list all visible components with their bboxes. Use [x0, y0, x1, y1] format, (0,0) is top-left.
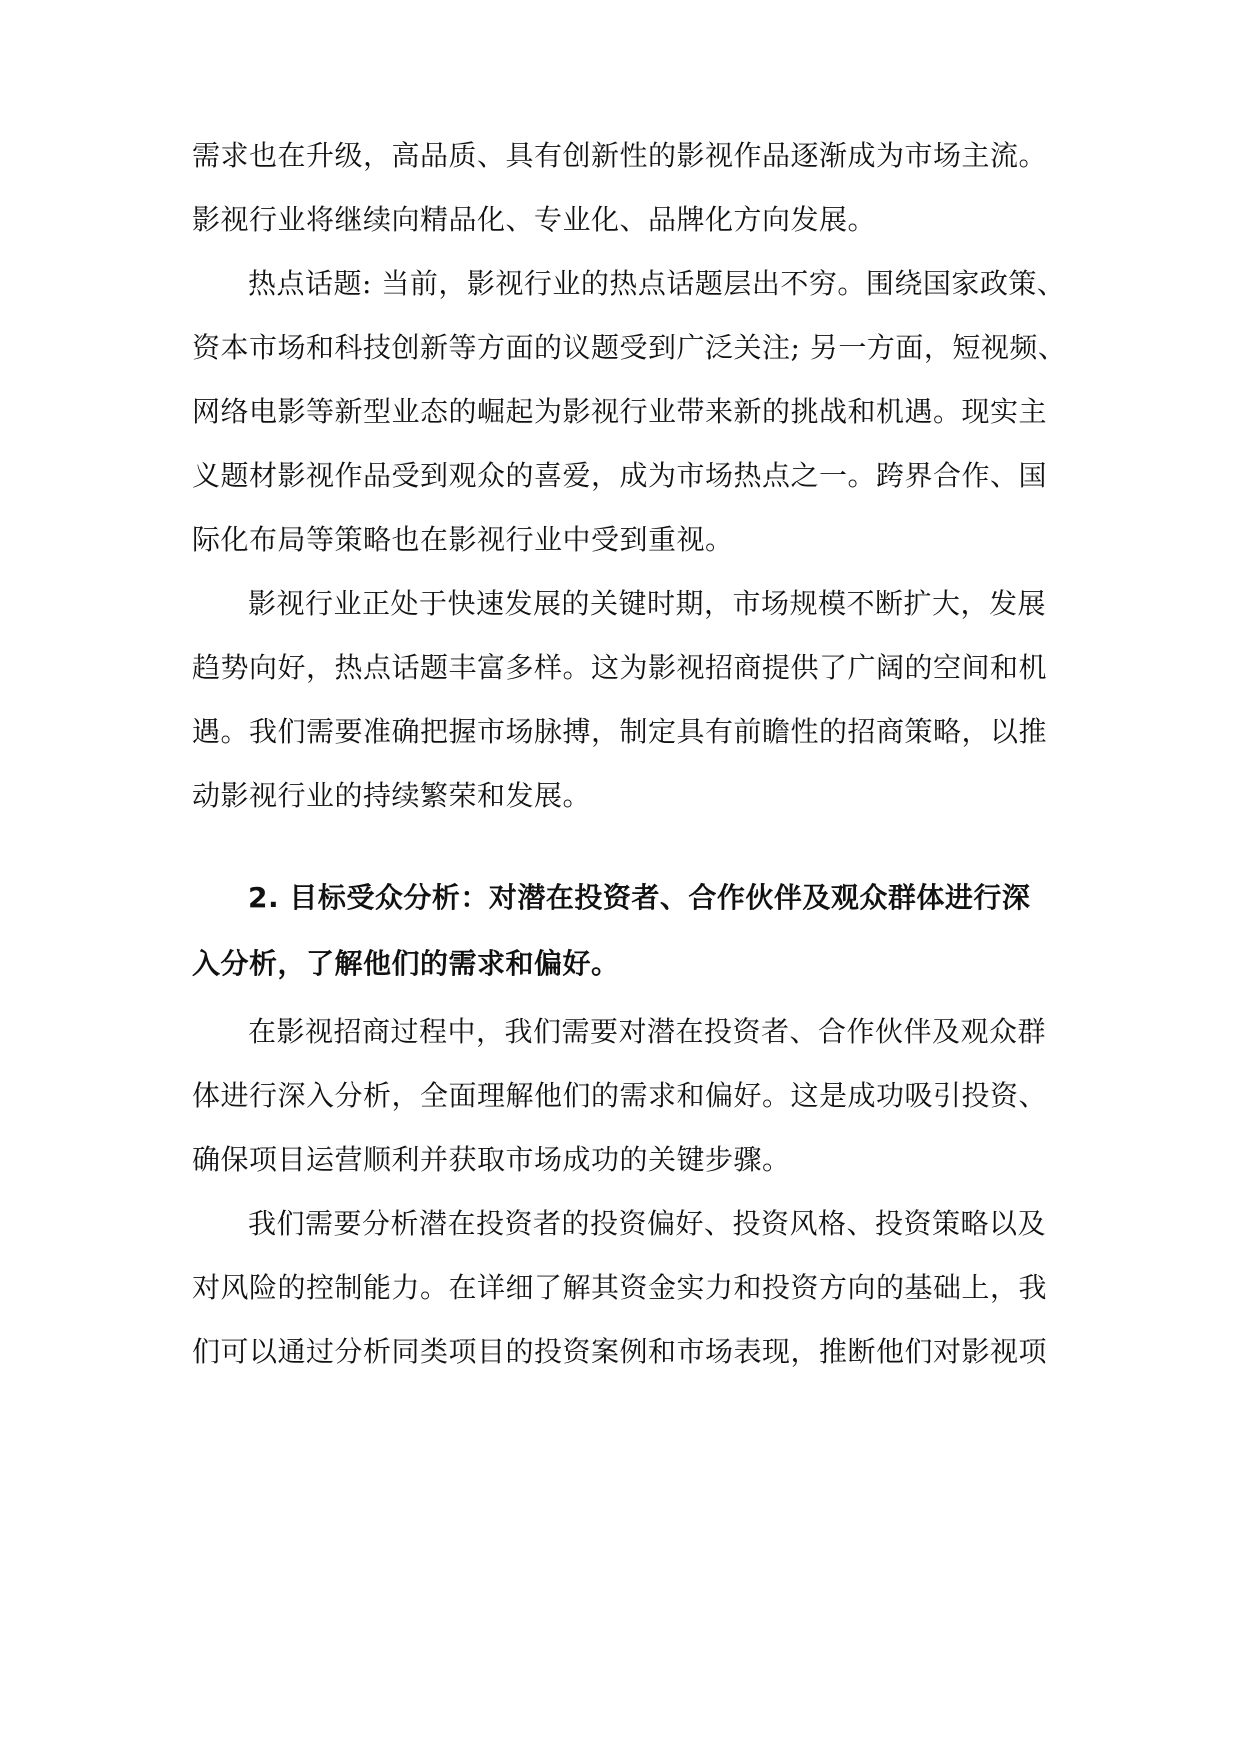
body-text-line: 义题材影视作品受到观众的喜爱，成为市场热点之一。跨界合作、国 [192, 459, 1048, 492]
body-text-line: 我们需要分析潜在投资者的投资偏好、投资风格、投资策略以及 [248, 1207, 1047, 1240]
body-text-line: 动影视行业的持续繁荣和发展。 [192, 779, 592, 812]
section-heading-line: 入分析，了解他们的需求和偏好。 [192, 947, 620, 980]
body-text-line: 资本市场和科技创新等方面的议题受到广泛关注; 另一方面，短视频、 [192, 331, 1067, 364]
body-text-line: 需求也在升级，高品质、具有创新性的影视作品逐渐成为市场主流。 [192, 139, 1048, 172]
body-text-line: 网络电影等新型业态的崛起为影视行业带来新的挑战和机遇。现实主 [192, 395, 1048, 428]
body-text-line: 在影视招商过程中，我们需要对潜在投资者、合作伙伴及观众群 [248, 1015, 1047, 1048]
body-text-line: 热点话题: 当前，影视行业的热点话题层出不穷。围绕国家政策、 [248, 267, 1066, 300]
body-text-line: 遇。我们需要准确把握市场脉搏，制定具有前瞻性的招商策略，以推 [192, 715, 1048, 748]
body-text-line: 趋势向好，热点话题丰富多样。这为影视招商提供了广阔的空间和机 [192, 651, 1048, 684]
body-text-line: 们可以通过分析同类项目的投资案例和市场表现，推断他们对影视项 [192, 1335, 1048, 1368]
body-text-line: 确保项目运营顺利并获取市场成功的关键步骤。 [192, 1143, 791, 1176]
body-text-line: 体进行深入分析，全面理解他们的需求和偏好。这是成功吸引投资、 [192, 1079, 1048, 1112]
body-text-line: 影视行业将继续向精品化、专业化、品牌化方向发展。 [192, 203, 877, 236]
body-text-line: 际化布局等策略也在影视行业中受到重视。 [192, 523, 734, 556]
section-heading-line: 2. 目标受众分析：对潜在投资者、合作伙伴及观众群体进行深 [248, 881, 1031, 914]
body-text-line: 影视行业正处于快速发展的关键时期，市场规模不断扩大，发展 [248, 587, 1047, 620]
body-text-line: 对风险的控制能力。在详细了解其资金实力和投资方向的基础上，我 [192, 1271, 1048, 1304]
